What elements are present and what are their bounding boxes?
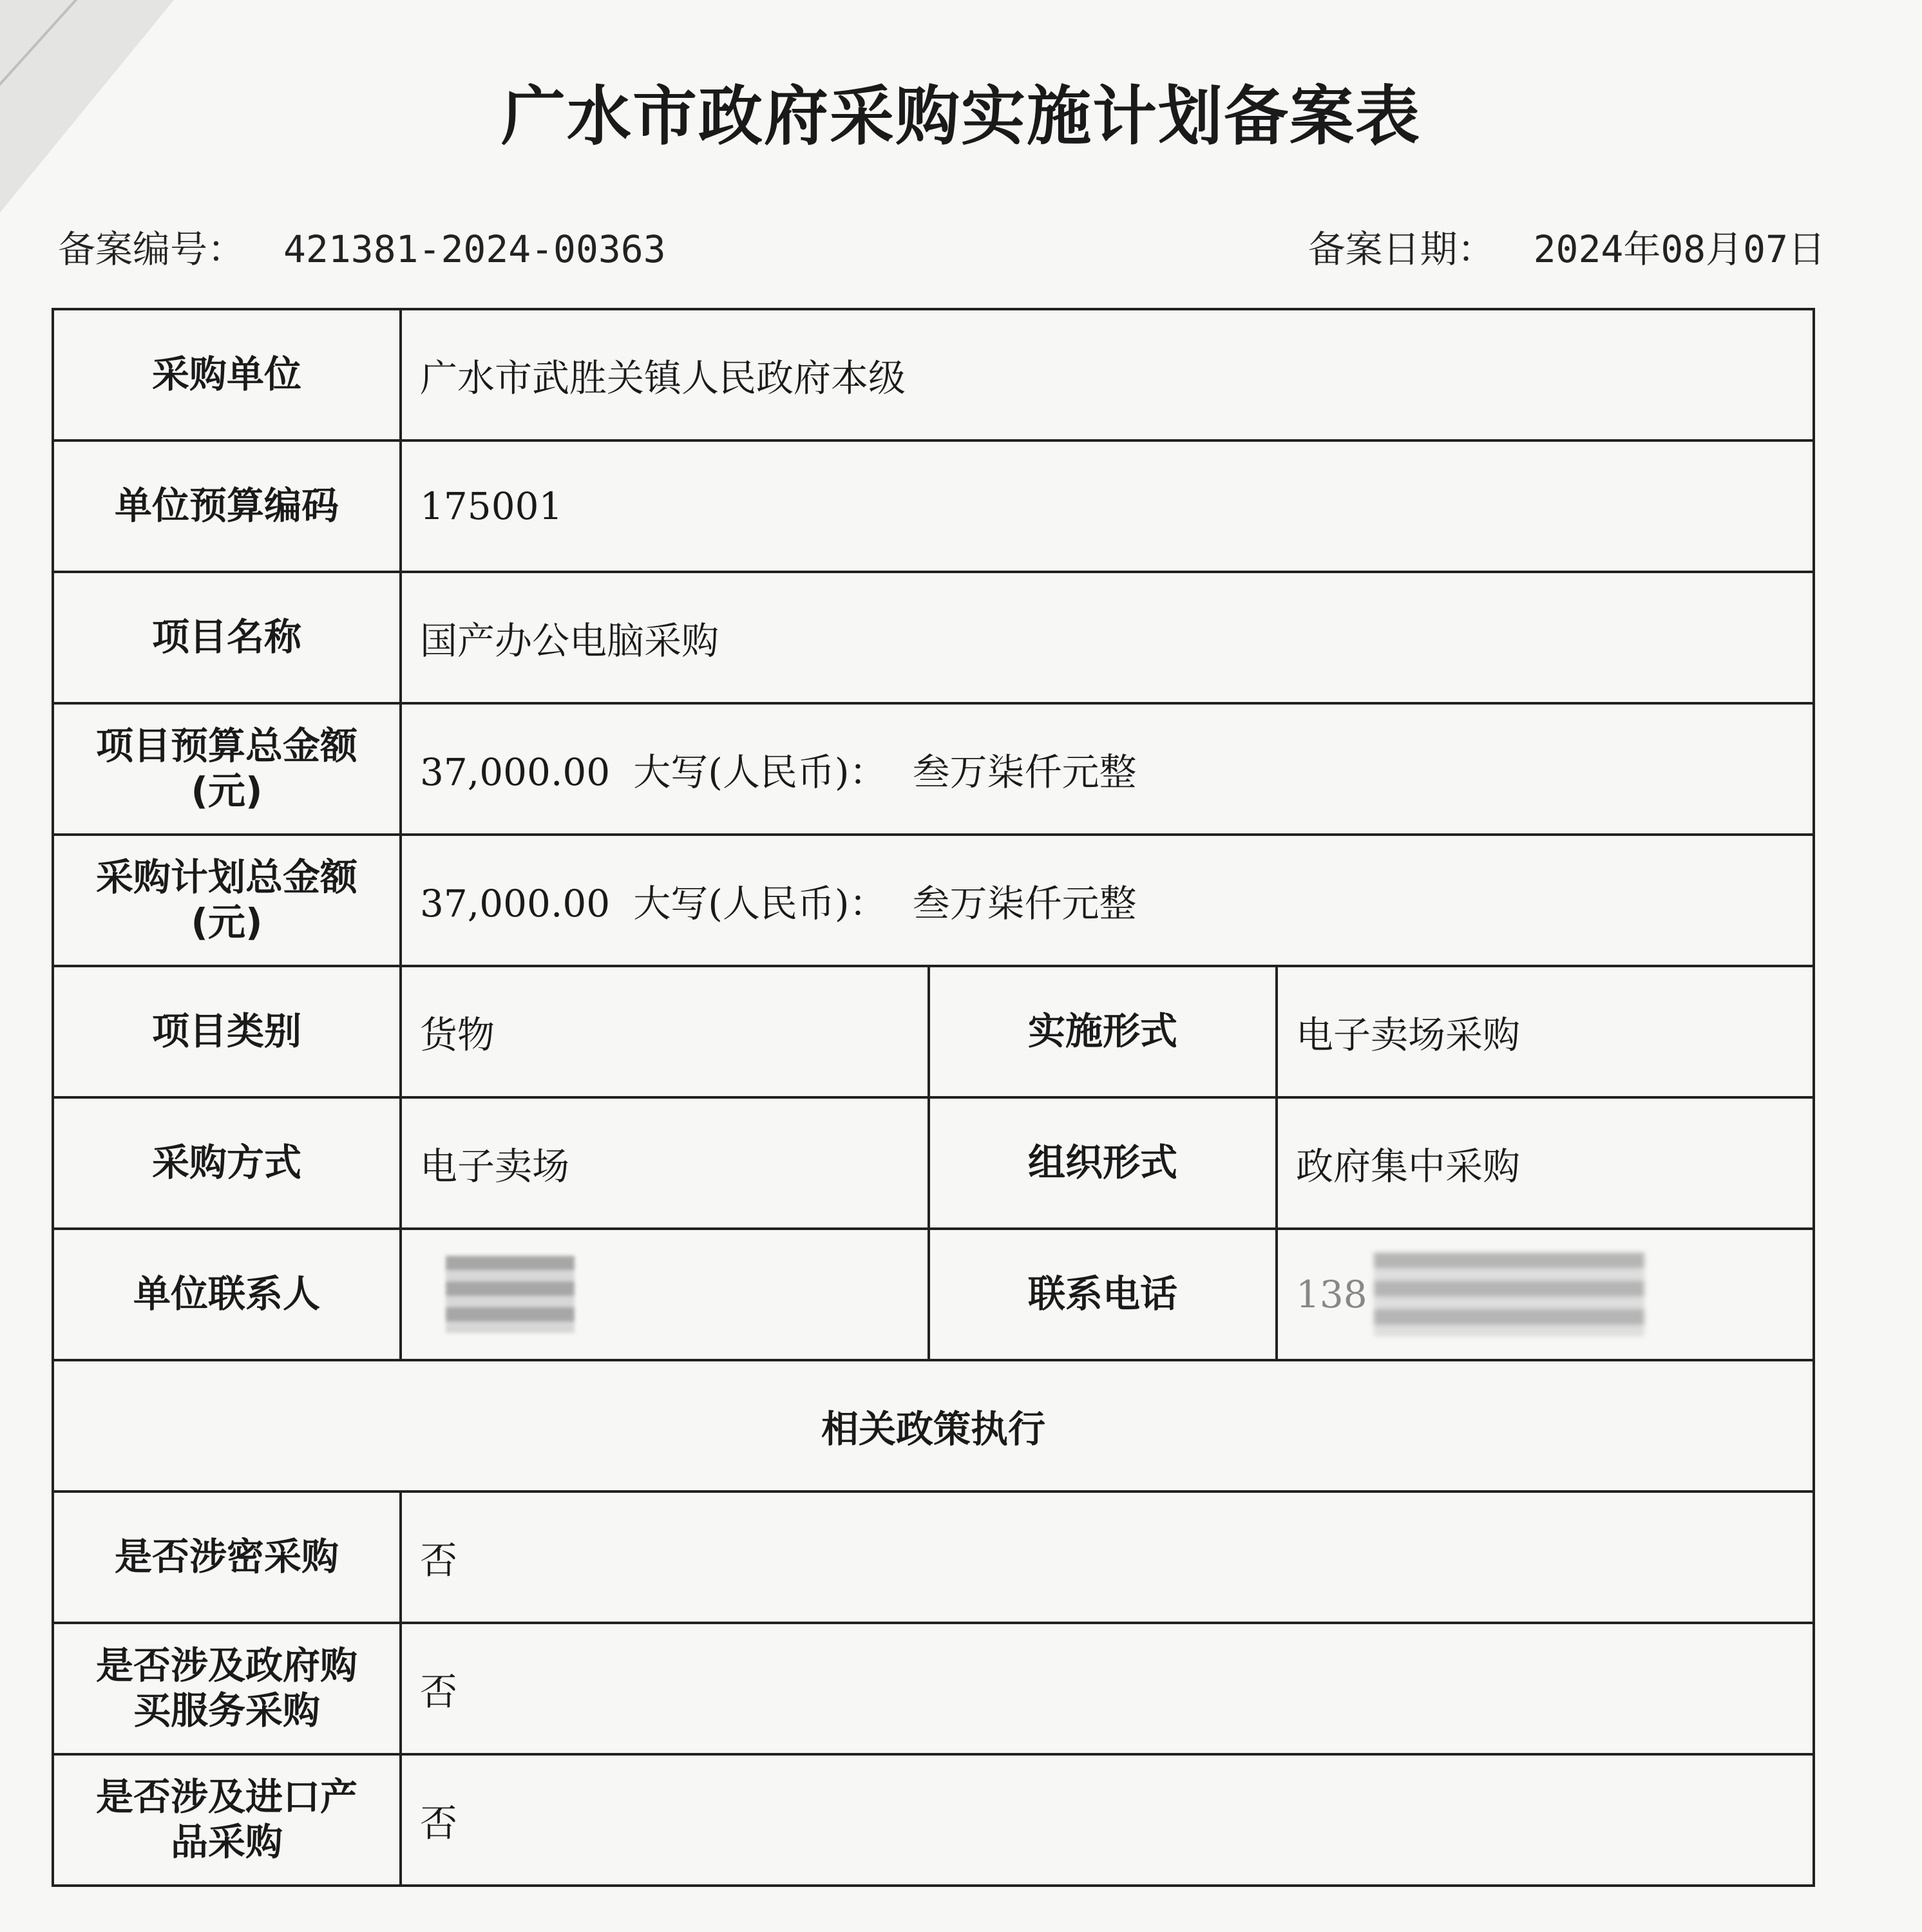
value-budget-code: 175001	[401, 440, 1814, 572]
row-contact	[53, 1229, 1814, 1360]
policy-section-title: 相关政策执行	[53, 1360, 1814, 1492]
label-budget-code: 单位预算编码	[53, 440, 401, 572]
row-policy-section	[53, 1360, 1814, 1492]
label-procurement-unit: 采购单位	[53, 309, 401, 440]
label-project-name: 项目名称	[53, 572, 401, 703]
label-plan-total-line2: (元)	[191, 900, 263, 944]
document-title: 广水市政府采购实施计划备案表	[501, 79, 1421, 154]
record-date-value: 2024年08月07日	[1533, 227, 1825, 271]
label-contact-phone: 联系电话	[929, 1229, 1277, 1360]
record-number	[58, 219, 666, 273]
label-budget-total	[53, 703, 401, 835]
value-implementation-form: 电子卖场采购	[1277, 966, 1814, 1097]
value-secret-procurement: 否	[401, 1492, 1814, 1623]
record-date	[1308, 219, 1825, 273]
label-service-procurement	[53, 1623, 401, 1754]
record-number-label: 备案编号：	[58, 227, 245, 271]
row-method	[53, 1097, 1814, 1229]
value-organization-form: 政府集中采购	[1277, 1097, 1814, 1229]
value-contact-phone	[1277, 1229, 1814, 1360]
value-project-category: 货物	[401, 966, 929, 1097]
row-import-procurement	[53, 1754, 1814, 1886]
record-number-value: 421381-2024-00363	[283, 227, 666, 271]
row-service-procurement	[53, 1623, 1814, 1754]
value-procurement-method: 电子卖场	[401, 1097, 929, 1229]
row-category	[53, 966, 1814, 1097]
phone-redaction-mark	[1374, 1253, 1644, 1336]
row-procurement-unit	[53, 309, 1814, 440]
label-project-category: 项目类别	[53, 966, 401, 1097]
label-plan-total-line1: 采购计划总金额	[95, 855, 357, 900]
row-budget-code	[53, 440, 1814, 572]
value-plan-total	[401, 835, 1814, 966]
phone-visible-digits: 138	[1296, 1273, 1367, 1316]
value-procurement-unit: 广水市武胜关镇人民政府本级	[401, 309, 1814, 440]
row-secret-procurement	[53, 1492, 1814, 1623]
label-procurement-method: 采购方式	[53, 1097, 401, 1229]
redaction-mark	[446, 1256, 575, 1333]
budget-total-uppercase-label: 大写(人民币)：	[633, 750, 887, 794]
value-budget-total	[401, 703, 1814, 835]
record-date-label: 备案日期：	[1308, 227, 1495, 271]
row-project-name	[53, 572, 1814, 703]
budget-total-uppercase-value: 叁万柒仟元整	[912, 750, 1137, 794]
label-budget-total-line2: (元)	[191, 769, 263, 813]
row-budget-total	[53, 703, 1814, 835]
phone-wrapper	[1296, 1253, 1644, 1336]
row-plan-total	[53, 835, 1814, 966]
plan-total-amount: 37,000.00	[420, 882, 611, 925]
label-import-procurement-line2: 品采购	[170, 1820, 283, 1864]
label-budget-total-line1: 项目预算总金额	[95, 724, 357, 768]
label-plan-total	[53, 835, 401, 966]
label-import-procurement-line1: 是否涉及进口产	[95, 1775, 357, 1819]
label-import-procurement	[53, 1754, 401, 1886]
value-contact-person	[401, 1229, 929, 1360]
value-import-procurement: 否	[401, 1754, 1814, 1886]
value-service-procurement: 否	[401, 1623, 1814, 1754]
plan-total-uppercase-label: 大写(人民币)：	[633, 882, 887, 925]
label-organization-form: 组织形式	[929, 1097, 1277, 1229]
label-service-procurement-line1: 是否涉及政府购	[95, 1643, 357, 1688]
value-project-name: 国产办公电脑采购	[401, 572, 1814, 703]
label-contact-person: 单位联系人	[53, 1229, 401, 1360]
label-implementation-form: 实施形式	[929, 966, 1277, 1097]
budget-total-amount: 37,000.00	[420, 750, 611, 794]
label-service-procurement-line2: 买服务采购	[133, 1689, 320, 1732]
filing-table	[52, 308, 1815, 1887]
label-secret-procurement: 是否涉密采购	[53, 1492, 401, 1623]
plan-total-uppercase-value: 叁万柒仟元整	[912, 882, 1137, 925]
